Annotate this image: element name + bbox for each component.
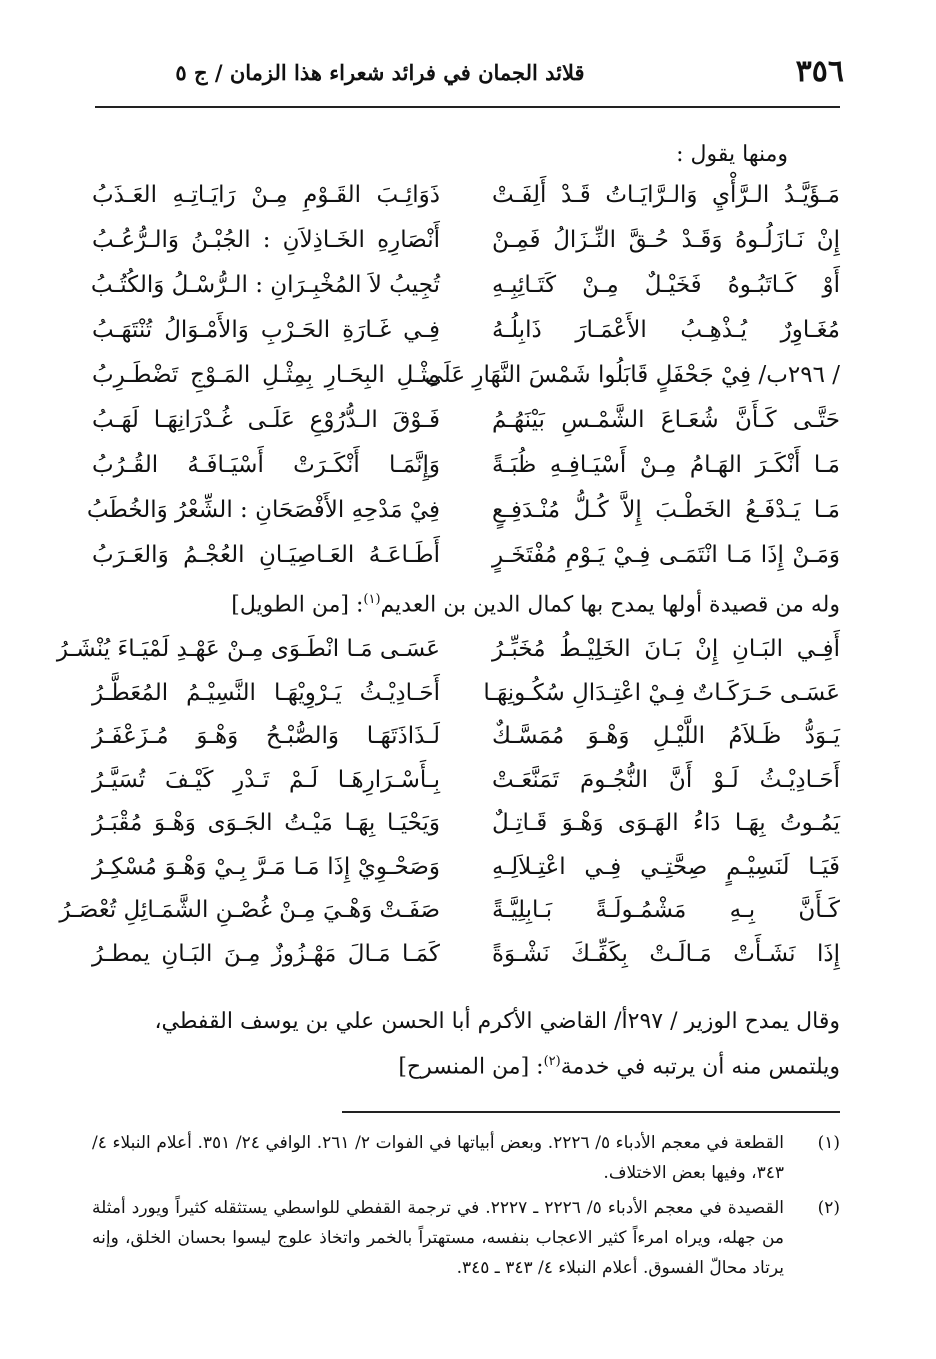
first-hemistich: كَـأَنَّ بِـهِ مَشْمُـولَـةً بَـابِلِيَّـةً — [492, 897, 840, 923]
verse-line — [92, 182, 840, 220]
first-hemistich: يَـوَدُّ ظَـلاَمُ اللَّيْـلِ وَهْـوَ مُمَسَّـكٌ — [492, 723, 840, 749]
footnote-rule — [342, 1111, 840, 1113]
verse-line — [92, 767, 840, 805]
first-hemistich: مَـا أَنْكَـرَ الهَـامُ مِـنْ أَسْيَـافِـهِ ظُبَـةً — [492, 452, 840, 478]
second-hemistich: فَـوْقَ الـدُّرُوْعِ عَلَـى غُـدْرَانِهَـا لَهَـبُ — [92, 407, 440, 433]
first-hemistich: عَسَـى حَـرَكَـاتٌ فِـيْ اعْتِـدَالِ سُكُـونِهَـا — [483, 679, 840, 706]
second-hemistich: كَمَـا مَـالَ مَهْـزُوزٌ مِـنَ البَـانِ يمطـرُ — [92, 940, 440, 967]
section3-line2 — [92, 1042, 840, 1087]
footnote-1 — [92, 1128, 840, 1188]
first-hemistich: إِنْ نَـازَلُـوهُ وَقَـدْ حُـقَّ النِّـزَالُ فَمِـنْ — [492, 227, 840, 253]
second-hemistich: تُجِيبُ لاَ المُخْبِـرَانِ : الـرُّسْـلُ وَالكُتُـبُ — [90, 272, 440, 298]
verse-line — [92, 723, 840, 761]
first-hemistich: مُغَـاوِرٌ يُـذْهِـبُ الأَعْمَـارَ ذَابِلُـهُ — [492, 317, 840, 343]
second-hemistich: فِيْ مَدْحِهِ الأَفْصَحَانِ : الشِّعْرُ وَالخُطَبُ — [86, 497, 440, 523]
footnote-text: القصيدة في معجم الأدباء ٥/ ٢٢٢٦ ـ ٢٢٢٧. في ترجمة القفطي للواسطي يستثقله كثيراً ويورد أمثلة من جهله، ويراه امرءاً كثير الاعجاب بنفسه، مستهتراً بالخمر واتخاذ علوج ليسوا بحسان الخلق، وإنه يرتاد محالّ الفسوق. أعلام النبلاء ٤/ ٣٤٣ ـ ٣٤٥. — [92, 1198, 784, 1278]
second-hemistich: أَطَـاعَـهُ العَـاصِيَـانِ العُجْـمُ وَالعَـرَبُ — [92, 542, 440, 568]
first-hemistich: / ٢٩٦ب/ فِيْ جَحْفَلٍ قَابَلُوا شَمْسَ النَّهَارِ عَلَى — [424, 362, 840, 388]
second-hemistich: فِـي غَـارَةِ الحَـرْبِ وَالأَمْـوَالُ تُنْتَهَـبُ — [92, 317, 440, 343]
first-hemistich: أَفِـي البَـانِ إِنْ بَـانَ الخَلِيْـطُ مُخَبِّـرُ — [492, 636, 840, 662]
footnote-number: (١) — [817, 1133, 840, 1153]
verse-line — [59, 897, 840, 935]
second-hemistich: أَحَـادِيْـثُ يَـرْوِيْهَـا النَّسِيْـمُ المُعَطَّـرُ — [92, 679, 440, 706]
verse-line — [92, 810, 840, 848]
first-hemistich: مَـا يَـدْفَـعُ الخَطْـبَ إِلاَّ كُـلُّ مُنْـدَفِـعٍ — [492, 497, 840, 523]
page-number: ٣٥٦ — [795, 54, 844, 89]
first-hemistich: حَتَّـى كَـأَنَّ شُعَـاعَ الشَّمْـسِ بَيْنَهُـمُ — [492, 407, 840, 433]
second-hemistich: أَنْصَارِهِ الخَـاذِلاَنِ : الجُبْـنُ وَالـرُّعُـبُ — [92, 227, 440, 253]
section2-intro — [231, 592, 840, 617]
first-hemistich: يَمُـوتُ بِهَـا دَاءُ الهَـوَى وَهْـوَ قَـاتِـلٌ — [492, 810, 840, 836]
footnote-number: (٢) — [817, 1198, 840, 1218]
verse-line — [56, 636, 840, 674]
verse-line — [92, 680, 840, 718]
second-hemistich: صَفَـتْ وَهْـيَ مِـنْ غُصْـنِ الشَّمَـائِلِ تُعْصَـرُ — [59, 897, 440, 923]
second-hemistich: لَـذَاذَتَهَـا وَالصُّبْـحُ وَهْـوَ مُـزَعْفَـرُ — [92, 723, 440, 749]
footnote-text: القطعة في معجم الأدباء ٥/ ٢٢٢٦. وبعض أبياتها في الفوات ٢/ ٢٦١. الوافي ٢٤/ ٣٥١. أعلام النبلاء ٤/ ٣٤٣، وفيها بعض الاختلاف. — [92, 1133, 784, 1183]
second-hemistich: وَيَحْيَـا بِهَـا مَيْـتُ الجَـوَى وَهْـوَ مُقْبَـرُ — [92, 810, 440, 836]
verse-line — [92, 452, 840, 490]
first-hemistich: أَوْ كَـاتَبُـوهُ فَخَيْـلٌ مِـنْ كَتَـائِبِـهِ — [492, 272, 840, 298]
verse-line — [92, 854, 840, 892]
section3-line2-text: ويلتمس منه أن يرتبه في خدمة — [560, 1054, 840, 1080]
section3-meter: : [من المنسرح] — [398, 1054, 544, 1080]
verse-line — [92, 317, 840, 355]
second-hemistich: ذَوَائِـبَ القَـوْمِ مِـنْ رَايَـاتِـهِ العَـذَبُ — [92, 182, 440, 208]
verse-line — [92, 227, 840, 265]
footnote-ref-1: (١) — [363, 592, 381, 607]
first-hemistich: أَحَـادِيْـثُ لَـوْ أَنَّ النُّجُـومَ تَمَنَّعَـتْ — [492, 766, 840, 793]
first-hemistich: مَـؤَيَّـدُ الـرَّأْيِ وَالـرَّايَـاتُ قَـدْ أَلِفَـتْ — [492, 182, 840, 208]
verse-line — [92, 542, 840, 580]
section2-intro-text: وله من قصيدة أولها يمدح بها كمال الدين بن العديم — [380, 592, 840, 618]
second-hemistich: وَصَحْـوِيْ إِذَا مَـا مَـرَّ بِـيْ وَهْـوَ مُسْكِـرُ — [92, 853, 440, 880]
second-hemistich: مِثْـلِ البِحَـارِ بِمِثْـلِ المَـوْجِ تَضْطَـرِبُ — [92, 362, 440, 388]
verse-line — [92, 941, 840, 979]
running-title: قلائد الجمان في فرائد شعراء هذا الزمان / ج ٥ — [175, 60, 585, 85]
section3-line1: وقال يمدح الوزير / ٢٩٧أ/ القاضي الأكرم أبا الحسن علي بن يوسف القفطي، — [154, 1009, 840, 1034]
verse-line — [86, 497, 840, 535]
footnote-ref-2: (٢) — [543, 1054, 561, 1069]
second-hemistich: عَسَـى مَـا انْطَـوَى مِـنْ عَهْـدِ لَمْيَـاءَ يُنْشَـرُ — [56, 636, 440, 662]
section3-intro — [92, 1002, 840, 1087]
header-rule — [95, 106, 840, 108]
second-hemistich: بِـأَسْـرَارِهَـا لَـمْ تَـدْرِ كَيْـفَ تُسَيَّـرُ — [92, 766, 440, 793]
second-hemistich: وَإِنَّمَـا أَنْكَـرَتْ أَسْيَـافَـهُ القُـرُبُ — [92, 452, 440, 478]
section1-intro: ومنها يقول : — [676, 142, 788, 167]
section2-meter: : [من الطويل] — [231, 592, 364, 618]
verse-line — [92, 272, 840, 310]
verse-line — [92, 407, 840, 445]
first-hemistich: وَمَـنْ إِذَا مَـا انْتَمَـى فِـيْ يَـوْمِ مُفْتَخَـرٍ — [492, 542, 840, 568]
first-hemistich: فَيَـا لَنَسِيْـمٍ صِحَّتِـي فِـي اعْتِـلاَلِـهِ — [492, 853, 840, 880]
footnote-2 — [92, 1193, 840, 1283]
verse-line — [92, 362, 840, 400]
first-hemistich: إِذَا نَشَـأَتْ مَـالَـتْ بِكَفِّـكَ نَشْـوَةً — [492, 940, 840, 967]
